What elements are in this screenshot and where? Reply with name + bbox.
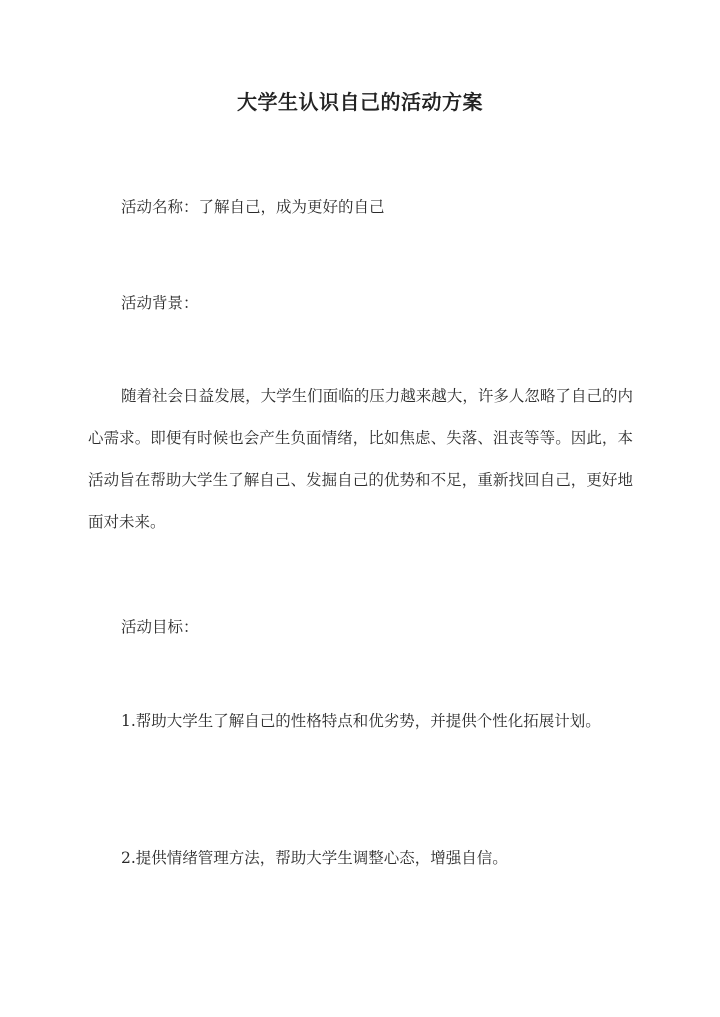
- background-paragraph: 随着社会日益发展，大学生们面临的压力越来越大，许多人忽略了自己的内心需求。即便有时候也会产生负面情绪，比如焦虑、失落、沮丧等等。因此，本活动旨在帮助大学生了解自己、发掘自己的优势和不足，重新找回自己，更好地面对未来。: [88, 387, 633, 531]
- document-title: 大学生认识自己的活动方案: [237, 90, 483, 114]
- goals-heading: 活动目标：: [121, 618, 199, 636]
- goal-item-2: 2.提供情绪管理方法，帮助大学生调整心态，增强自信。: [121, 849, 508, 867]
- goal-item-1: 1.帮助大学生了解自己的性格特点和优劣势，并提供个性化拓展计划。: [121, 712, 601, 730]
- activity-name-paragraph: 活动名称：了解自己，成为更好的自己: [121, 198, 385, 216]
- background-heading: 活动背景：: [121, 294, 199, 312]
